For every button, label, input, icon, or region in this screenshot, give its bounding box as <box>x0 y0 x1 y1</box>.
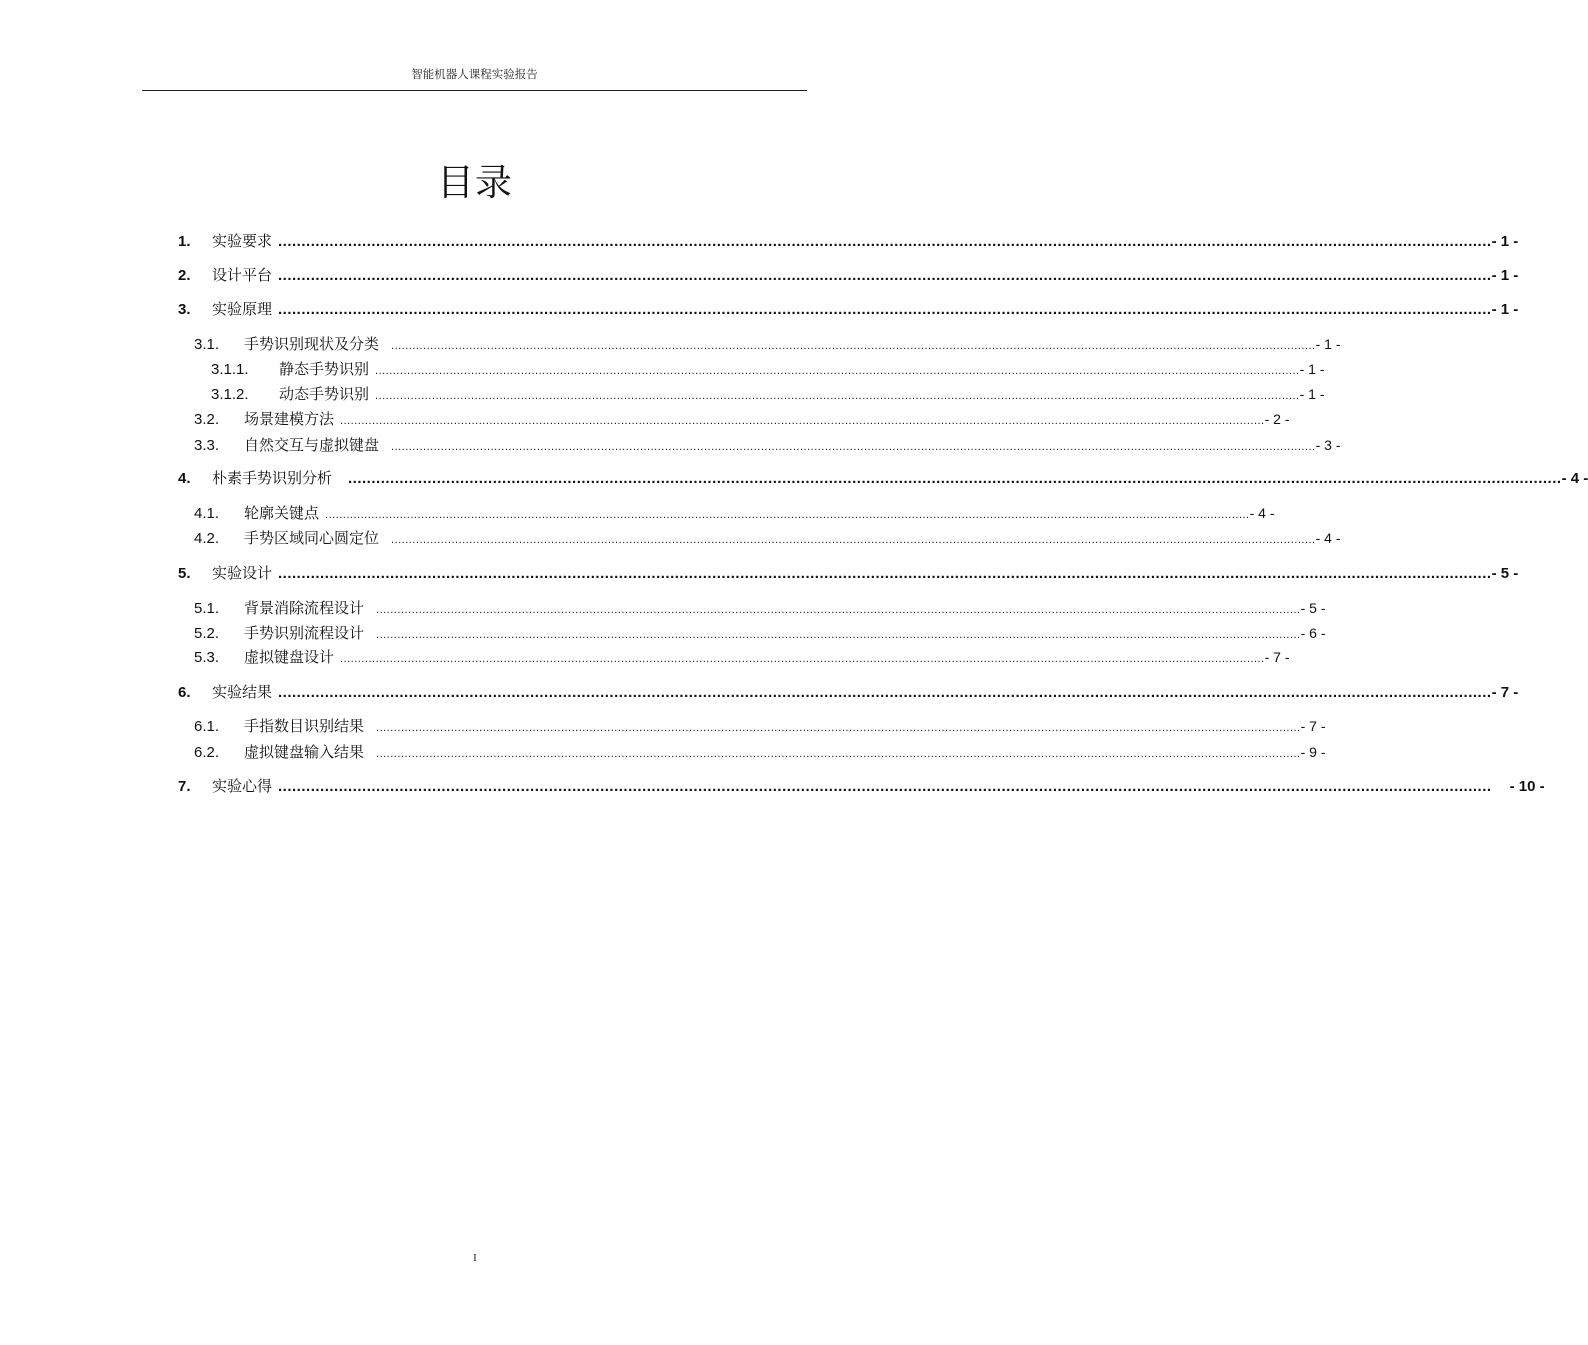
toc-entry-page: - 1 - <box>1491 233 1519 250</box>
toc-entry-page: - 1 - <box>1299 386 1325 402</box>
toc-entry-page: - 4 - <box>1561 470 1588 487</box>
toc-entry[interactable] <box>194 502 1275 524</box>
toc-entry-title: 背景消除流程设计 <box>244 599 365 617</box>
toc-entry[interactable] <box>178 298 1519 320</box>
toc-entry-title: 场景建模方法 <box>244 410 335 428</box>
toc-entry[interactable] <box>178 775 1545 797</box>
toc-entry-leader: .................................................................................................................................................................................................................................................................... <box>391 340 1316 352</box>
toc-entry-page: - 7 - <box>1300 718 1326 734</box>
toc-entry-leader: .................................................................................................................................................................................................................................................................... <box>278 565 1492 582</box>
toc-entry-page: - 10 - <box>1509 778 1545 795</box>
toc-entry[interactable] <box>178 230 1519 252</box>
toc-entry-page: - 1 - <box>1315 336 1341 352</box>
toc-entry-title: 虚拟键盘输入结果 <box>244 743 365 761</box>
toc-entry-leader: .................................................................................................................................................................................................................................................................... <box>376 604 1301 616</box>
toc-entry-leader: .................................................................................................................................................................................................................................................................... <box>340 653 1265 665</box>
toc-entry-number: 4. <box>178 470 191 487</box>
toc-entry-number: 6. <box>178 684 191 701</box>
toc-entry[interactable] <box>211 383 1325 405</box>
toc-entry-leader: .................................................................................................................................................................................................................................................................... <box>325 509 1250 521</box>
toc-entry[interactable] <box>194 646 1290 668</box>
toc-entry[interactable] <box>178 264 1519 286</box>
toc-entry-title: 手势区域同心圆定位 <box>244 529 380 547</box>
toc-entry-page: - 4 - <box>1315 530 1341 546</box>
toc-entry-leader: .................................................................................................................................................................................................................................................................... <box>391 534 1316 546</box>
toc-entry-title: 朴素手势识别分析 <box>212 469 333 487</box>
toc-entry-number: 4.1. <box>194 505 220 522</box>
toc-entry[interactable] <box>194 333 1341 355</box>
toc-entry-leader: .................................................................................................................................................................................................................................................................... <box>278 684 1492 701</box>
toc-entry[interactable] <box>178 467 1588 489</box>
page-number: I <box>473 1252 477 1264</box>
toc-entry-page: - 2 - <box>1264 411 1290 427</box>
toc-entry-leader: .................................................................................................................................................................................................................................................................... <box>376 748 1301 760</box>
toc-entry-number: 3.1.2. <box>211 386 249 403</box>
toc-entry-page: - 9 - <box>1300 744 1326 760</box>
toc-entry-title: 静态手势识别 <box>279 360 370 378</box>
toc-entry-page: - 7 - <box>1491 684 1519 701</box>
toc-entry-title: 自然交互与虚拟键盘 <box>244 436 380 454</box>
toc-entry-number: 6.2. <box>194 744 220 761</box>
toc-entry-title: 实验原理 <box>212 300 273 318</box>
toc-entry-title: 手指数目识别结果 <box>244 717 365 735</box>
toc-entry-leader: .................................................................................................................................................................................................................................................................... <box>375 365 1300 377</box>
toc-entry-number: 5.3. <box>194 649 220 666</box>
toc-entry-leader: .................................................................................................................................................................................................................................................................... <box>348 470 1562 487</box>
toc-entry-number: 5.2. <box>194 625 220 642</box>
toc-entry-title: 轮廓关键点 <box>244 504 320 522</box>
toc-entry-title: 动态手势识别 <box>279 385 370 403</box>
toc-entry[interactable] <box>211 358 1325 380</box>
toc-entry-number: 3.3. <box>194 437 220 454</box>
toc-entry-page: - 5 - <box>1300 600 1326 616</box>
toc-entry-number: 2. <box>178 267 191 284</box>
toc-entry-title: 手势识别流程设计 <box>244 624 365 642</box>
toc-entry-number: 3. <box>178 301 191 318</box>
toc-entry-leader: .................................................................................................................................................................................................................................................................... <box>376 629 1301 641</box>
toc-entry-number: 4.2. <box>194 530 220 547</box>
toc-entry-leader: .................................................................................................................................................................................................................................................................... <box>391 441 1316 453</box>
toc-entry-leader: .................................................................................................................................................................................................................................................................... <box>278 267 1492 284</box>
toc-entry[interactable] <box>194 527 1341 549</box>
toc-entry-number: 7. <box>178 778 191 795</box>
toc-entry-title: 虚拟键盘设计 <box>244 648 335 666</box>
toc-entry-page: - 4 - <box>1249 505 1275 521</box>
toc-entry-page: - 1 - <box>1491 267 1519 284</box>
toc-entry-page: - 5 - <box>1491 565 1519 582</box>
toc-entry-leader: .................................................................................................................................................................................................................................................................... <box>278 778 1492 795</box>
toc-entry-page: - 3 - <box>1315 437 1341 453</box>
toc-entry-number: 3.1. <box>194 336 220 353</box>
toc-entry[interactable] <box>178 562 1519 584</box>
toc-entry-title: 实验结果 <box>212 683 273 701</box>
toc-entry-page: - 7 - <box>1264 649 1290 665</box>
toc-entry-number: 3.2. <box>194 411 220 428</box>
toc-entry-page: - 1 - <box>1491 301 1519 318</box>
toc-entry[interactable] <box>194 715 1326 737</box>
toc-entry-number: 6.1. <box>194 718 220 735</box>
running-header: 智能机器人课程实验报告 <box>411 67 538 81</box>
toc-entry-leader: .................................................................................................................................................................................................................................................................... <box>278 233 1492 250</box>
toc-entry-page: - 6 - <box>1300 625 1326 641</box>
toc-entry-title: 实验心得 <box>212 777 273 795</box>
toc-entry-leader: .................................................................................................................................................................................................................................................................... <box>278 301 1492 318</box>
toc-entry-leader: .................................................................................................................................................................................................................................................................... <box>375 390 1300 402</box>
toc-entry-leader: .................................................................................................................................................................................................................................................................... <box>376 722 1301 734</box>
toc-entry[interactable] <box>194 434 1341 456</box>
toc-entry-title: 设计平台 <box>212 266 273 284</box>
toc-entry-title: 实验要求 <box>212 232 273 250</box>
toc-entry-number: 3.1.1. <box>211 361 249 378</box>
toc-entry-leader: .................................................................................................................................................................................................................................................................... <box>340 415 1265 427</box>
toc-entry[interactable] <box>194 408 1290 430</box>
toc-entry[interactable] <box>194 597 1326 619</box>
toc-entry-title: 实验设计 <box>212 564 273 582</box>
toc-entry-title: 手势识别现状及分类 <box>244 335 380 353</box>
toc-entry-number: 5.1. <box>194 600 220 617</box>
toc-entry[interactable] <box>194 741 1326 763</box>
toc-entry[interactable] <box>194 622 1326 644</box>
toc-entry[interactable] <box>178 681 1519 703</box>
toc-entry-page: - 1 - <box>1299 361 1325 377</box>
toc-entry-number: 5. <box>178 565 191 582</box>
toc-entry-number: 1. <box>178 233 191 250</box>
page-title: 目录 <box>437 161 513 204</box>
